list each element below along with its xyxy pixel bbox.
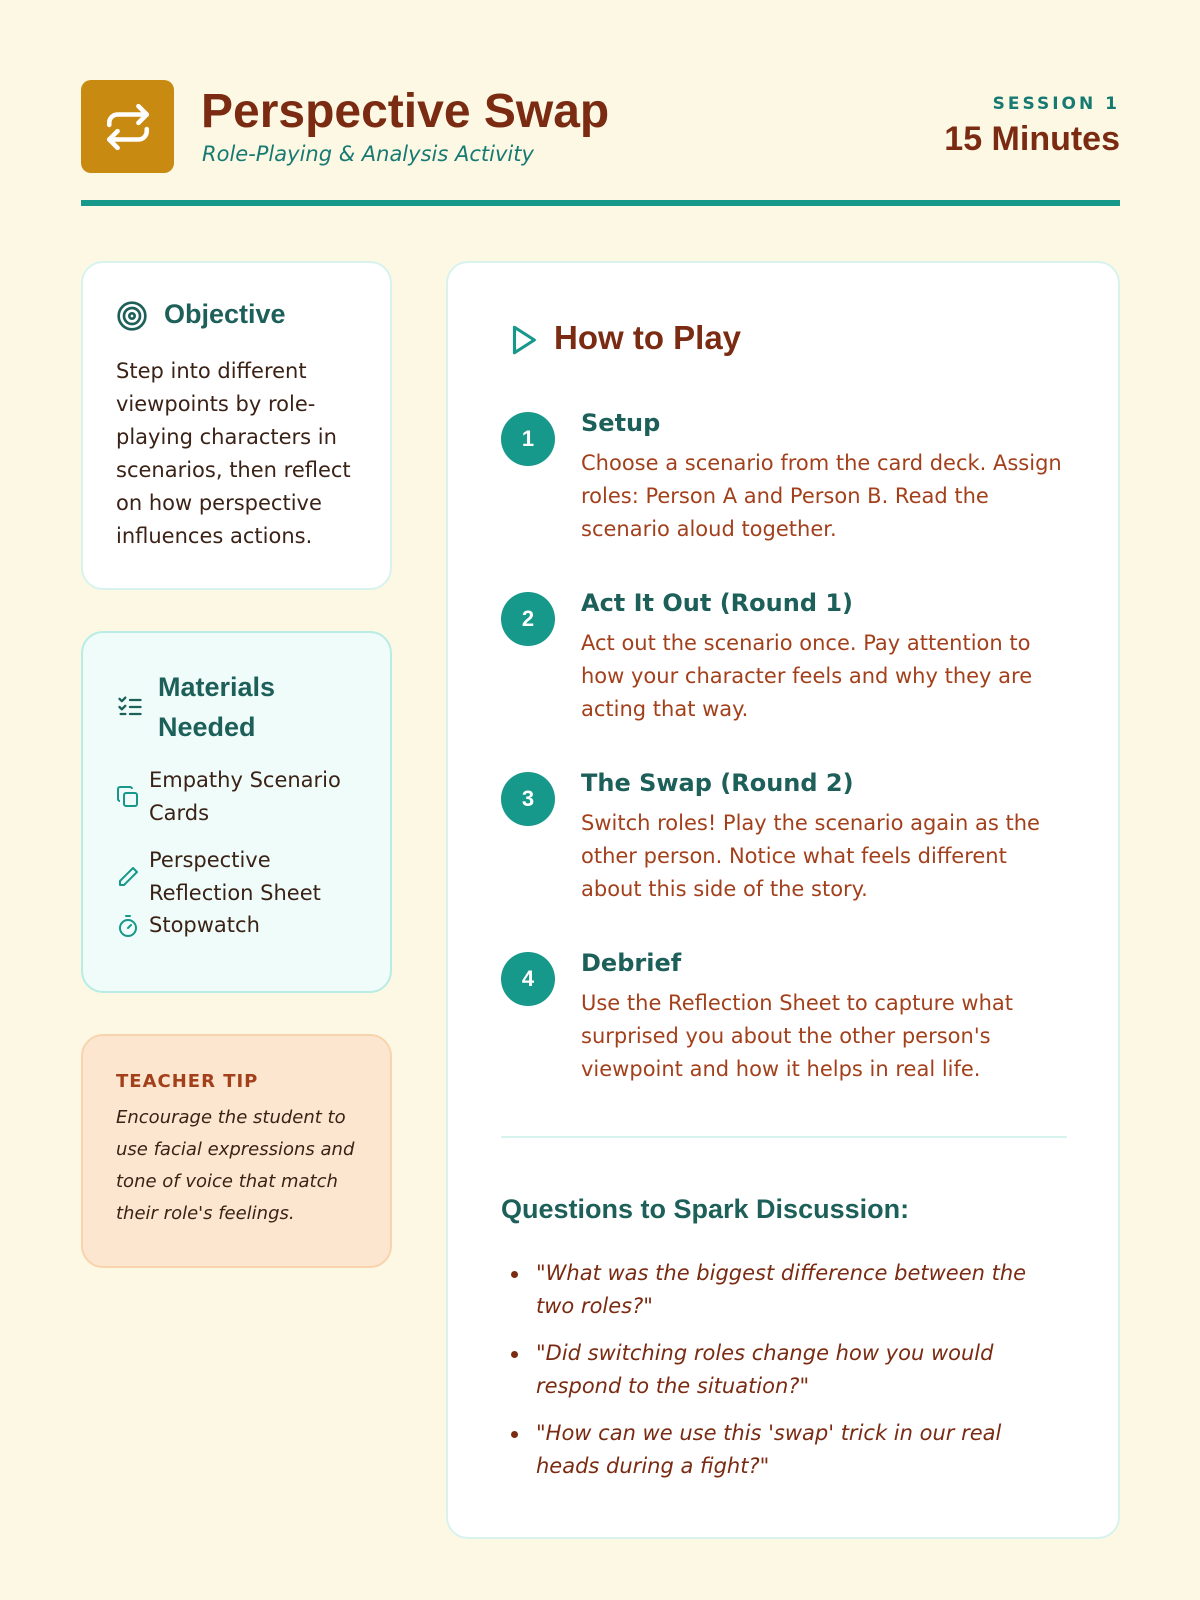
- page-title: Perspective Swap: [201, 85, 610, 138]
- question-text: "What was the biggest difference between the two roles?": [536, 1261, 1027, 1318]
- material-label: Perspective Reflection Sheet: [149, 848, 321, 905]
- bullet-dot: [511, 1431, 518, 1438]
- step-title: Act It Out (Round 1): [581, 589, 854, 617]
- cards-icon: [116, 785, 140, 809]
- step-item: [501, 949, 1071, 1109]
- teacher-tip-label: TEACHER TIP: [116, 1071, 259, 1092]
- step-number-badge: 1: [501, 412, 555, 466]
- target-icon: [116, 300, 148, 332]
- teacher-tip-text: Encourage the student to use facial expressions and tone of voice that match their role's feelings.: [116, 1107, 355, 1224]
- step-title: Setup: [581, 409, 661, 437]
- page-header: [81, 80, 1120, 206]
- teacher-tip-card: [81, 1034, 392, 1268]
- objective-text: Step into different viewpoints by role-playing characters in scenarios, then reflect on how perspective influences actions.: [116, 359, 351, 548]
- how-to-play-card: [446, 261, 1120, 1539]
- material-item: [116, 764, 364, 830]
- step-item: [501, 769, 1071, 929]
- materials-heading: Materials Needed: [158, 672, 276, 742]
- session-duration: 15 Minutes: [944, 120, 1120, 158]
- materials-card: [81, 631, 392, 993]
- material-label: Stopwatch: [149, 913, 260, 937]
- material-item: [116, 844, 364, 910]
- step-item: [501, 409, 1071, 569]
- question-text: "Did switching roles change how you would respond to the situation?": [536, 1341, 994, 1398]
- step-item: [501, 589, 1071, 749]
- material-label: Empathy Scenario Cards: [149, 768, 341, 825]
- step-description: Use the Reflection Sheet to capture what surprised you about the other person's viewpoint and how it helps in real life.: [581, 991, 1013, 1081]
- checklist-icon: [116, 693, 144, 721]
- activity-logo: [81, 80, 174, 173]
- material-item: [116, 909, 364, 942]
- step-number-badge: 3: [501, 772, 555, 826]
- questions-heading: Questions to Spark Discussion:: [501, 1194, 910, 1224]
- stopwatch-icon: [116, 914, 140, 938]
- pencil-icon: [116, 865, 140, 889]
- step-description: Switch roles! Play the scenario again as the other person. Notice what feels different about this side of the story.: [581, 811, 1040, 901]
- step-number-badge: 2: [501, 592, 555, 646]
- bullet-dot: [511, 1271, 518, 1278]
- step-description: Act out the scenario once. Pay attention to how your character feels and why they are acting that way.: [581, 631, 1033, 721]
- header-divider: [81, 200, 1120, 206]
- step-title: The Swap (Round 2): [581, 769, 854, 797]
- page-subtitle: Role-Playing & Analysis Activity: [202, 142, 534, 166]
- swap-arrows-icon: [103, 102, 153, 152]
- how-to-play-heading: How to Play: [554, 319, 742, 356]
- question-text: "How can we use this 'swap' trick in our real heads during a fight?": [536, 1421, 1002, 1478]
- section-divider: [501, 1136, 1067, 1138]
- session-label: SESSION 1: [992, 94, 1120, 114]
- bullet-dot: [511, 1351, 518, 1358]
- step-description: Choose a scenario from the card deck. Assign roles: Person A and Person B. Read the scenario aloud together.: [581, 451, 1062, 541]
- objective-heading: Objective: [164, 299, 286, 329]
- step-title: Debrief: [581, 949, 682, 977]
- step-number-badge: 4: [501, 952, 555, 1006]
- play-icon: [506, 323, 540, 357]
- objective-card: [81, 261, 392, 590]
